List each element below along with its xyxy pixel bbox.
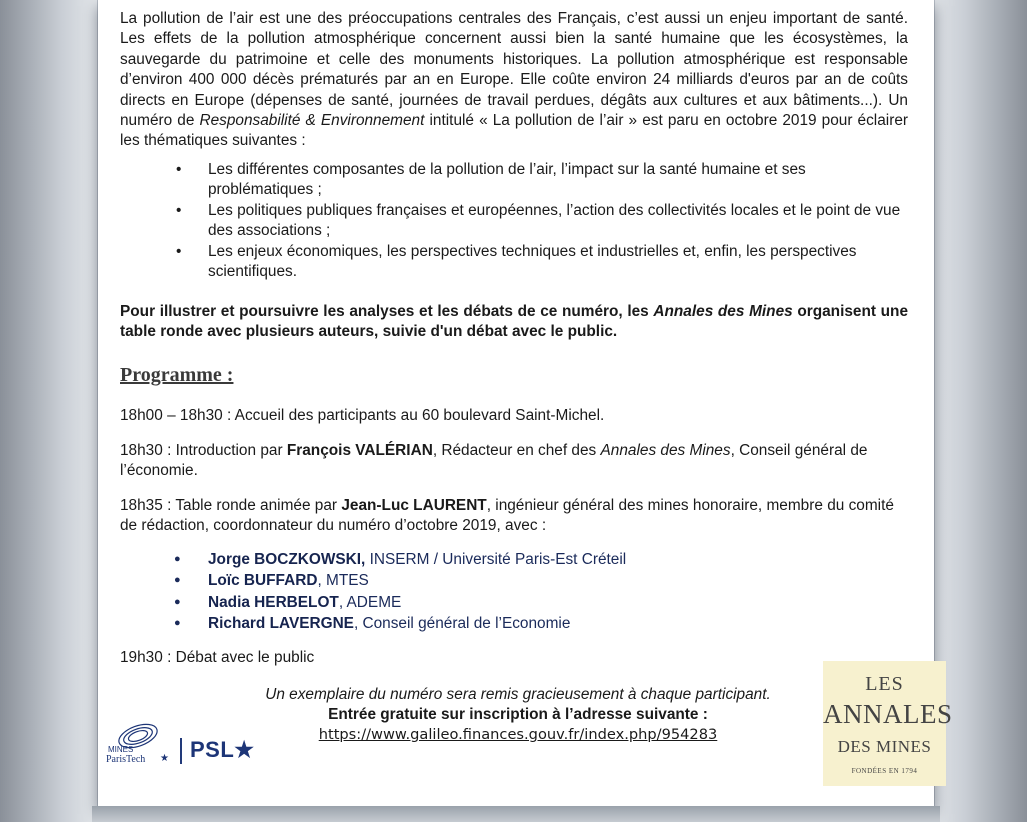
speaker-name: Loïc BUFFARD: [208, 572, 318, 590]
programme-item-intro: [120, 441, 908, 482]
footer-note: Un exemplaire du numéro sera remis gracieusement à chaque participant.: [265, 686, 771, 703]
mines-paristech-logo: [104, 718, 182, 778]
programme-text: 18h30 : Introduction par: [120, 442, 287, 459]
list-item: [186, 570, 626, 591]
document-page: [98, 0, 953, 808]
programme-item-roundtable: [120, 496, 908, 537]
registration-link[interactable]: https://www.galileo.finances.gouv.fr/index.php/954283: [318, 726, 718, 743]
annales-logo-line1: LES: [865, 673, 904, 695]
speaker-org: INSERM / Université Paris-Est Créteil: [365, 551, 627, 568]
psl-logo: PSL★: [190, 737, 255, 762]
intro-publication-title: Responsabilité & Environnement: [199, 112, 425, 130]
intro-text-end: intitulé « La pollution de l’air » est paru en octobre 2019 pour éclairer les thématiques suivantes :: [120, 112, 909, 150]
list-item: [186, 549, 626, 570]
list-item: [186, 613, 626, 634]
programme-text: , ingénieur général des mines honoraire, membre du comité de rédaction, coordonnateur du numéro d’octobre 2019, avec :: [120, 497, 894, 535]
programme-item-debate: 19h30 : Débat avec le public: [120, 649, 315, 666]
footer-block: [178, 685, 858, 745]
speaker-name: Jorge BOCZKOWSKI,: [208, 551, 366, 568]
programme-text: , Rédacteur en chef des: [432, 442, 601, 459]
footer-registration: Entrée gratuite sur inscription à l’adresse suivante :: [328, 706, 708, 723]
announcement-italic: Annales des Mines: [653, 303, 793, 320]
annales-des-mines-logo: [823, 661, 953, 786]
announcement-text: Pour illustrer et poursuivre les analyses et les débats de ce numéro, les: [120, 303, 654, 320]
page-bottom-shadow: [92, 806, 940, 822]
speaker-name: Richard LAVERGNE: [208, 615, 354, 633]
mines-logo-line1: MINES: [108, 745, 134, 754]
intro-paragraph: [120, 9, 908, 152]
programme-item-welcome: 18h00 – 18h30 : Accueil des participants au 60 boulevard Saint-Michel.: [120, 407, 605, 424]
programme-heading: Programme :: [120, 364, 234, 386]
speaker-org: , ADEME: [338, 593, 402, 611]
programme-text: 18h35 : Table ronde animée par: [120, 497, 342, 514]
programme-text: , Conseil général de l’économie.: [120, 442, 868, 480]
speaker-org: , MTES: [317, 572, 369, 590]
speakers-list: [186, 549, 626, 635]
speaker-org: , Conseil général de l’Economie: [353, 615, 571, 633]
list-item: [186, 592, 626, 613]
list-item: • Les politiques publiques françaises et européennes, l’action des collectivités locales et le point de vue des associations ;: [186, 201, 906, 242]
annales-logo-line3: DES MINES: [837, 737, 932, 756]
intro-text: La pollution de l’air est une des préoccupations centrales des Français, c’est aussi un enjeu important de santé. Les effets de la pollution atmosphérique concernent aussi bien la santé humaine que les écosystèmes, la sauvegarde du patrimoine et celle des monuments historiques. La pollution atmosphérique est responsable d’environ 400 000 décès prématurés par an en Europe. Elle coûte environ 24 milliards d'euros par an de coûts directs en Europe (dépenses de santé, journées de travail perdues, dégâts aux cultures et aux bâtiments...). Un numéro de: [120, 10, 908, 130]
annales-logo-line2: ANNALES: [823, 699, 953, 729]
logo-divider: [180, 738, 182, 764]
programme-italic: Annales des Mines: [600, 442, 731, 459]
list-item: • Les différentes composantes de la pollution de l’air, l’impact sur la santé humaine et ses problématiques ;: [186, 160, 906, 201]
mines-logo-line2: ParisTech: [106, 754, 146, 765]
announcement-text-end: organisent une table ronde avec plusieurs auteurs, suivie d'un débat avec le public.: [120, 303, 909, 341]
svg-text:★: ★: [160, 753, 169, 764]
speaker-name: Nadia HERBELOT: [208, 593, 339, 611]
mines-logo-mark: [104, 718, 182, 778]
themes-list: [186, 160, 906, 282]
moderator-name: Jean-Luc LAURENT: [341, 497, 487, 514]
annales-logo-line4: FONDÉES EN 1794: [851, 767, 918, 775]
speaker-name: François VALÉRIAN: [286, 442, 433, 459]
announcement-paragraph: [120, 302, 908, 343]
list-item: • Les enjeux économiques, les perspectives techniques et industrielles et, enfin, les perspectives scientifiques.: [186, 242, 906, 283]
